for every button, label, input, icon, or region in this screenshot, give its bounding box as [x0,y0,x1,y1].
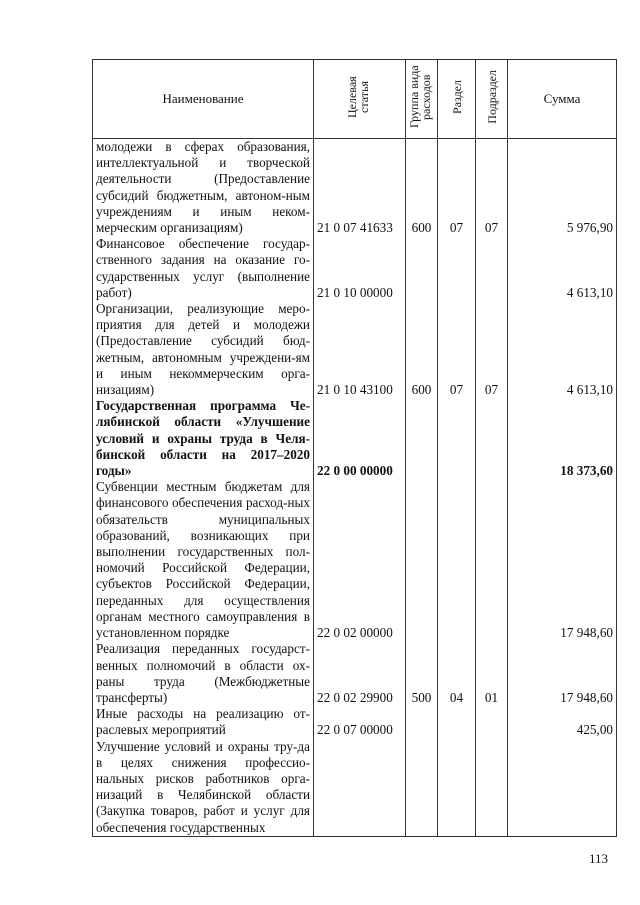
table-row [93,301,617,398]
header-sum: Сумма [508,60,617,139]
page-number: 113 [588,851,608,866]
row-expense-group [406,739,438,837]
row-expense-group: 500 [406,641,438,706]
row-name: Субвенции местным бюджетам для финансового обеспечения расход-ных обязательств муниципальных образований, возникающих при выполнении государственных пол-номочий Российской Федерации, субъектов Российской Федерации, переданных для осуществления органам местного самоуправления в установленном порядке [93,479,314,641]
header-subsection: Подраздел [476,60,508,139]
row-subsection [476,479,508,641]
row-target-article: 21 0 10 43100 [314,301,406,398]
table-row [93,739,617,837]
table-row [93,706,617,738]
row-sum: 4 613,10 [508,236,617,301]
row-target-article: 21 0 07 41633 [314,139,406,237]
row-expense-group [406,398,438,479]
row-sum: 425,00 [508,706,617,738]
row-expense-group: 600 [406,301,438,398]
row-subsection: 01 [476,641,508,706]
table-row [93,479,617,641]
header-name: Наименование [93,60,314,139]
row-name: Финансовое обеспечение государ-ственного задания на оказание го-сударственных услуг (выполнение работ) [93,236,314,301]
budget-table [92,59,617,837]
row-name: Иные расходы на реализацию от-раслевых мероприятий [93,706,314,738]
row-name: Улучшение условий и охраны тру-да в целях снижения профессио-нальных рисков работников орга-низаций в Челябинской области (Закупка товаров, работ и услуг для обеспечения государственных [93,739,314,837]
row-section [438,739,476,837]
table-row [93,641,617,706]
row-sum [508,739,617,837]
row-subsection [476,739,508,837]
row-expense-group [406,236,438,301]
row-section: 07 [438,301,476,398]
row-section: 04 [438,641,476,706]
row-name: Государственная программа Че-лябинской области «Улучшение условий и охраны труда в Челя-бинской области на 2017–2020 годы» [93,398,314,479]
row-section [438,706,476,738]
row-sum: 17 948,60 [508,479,617,641]
row-name: Реализация переданных государст-венных полномочий в области ох-раны труда (Межбюджетные трансферты) [93,641,314,706]
row-subsection [476,236,508,301]
row-subsection [476,706,508,738]
row-subsection [476,398,508,479]
row-name: Организации, реализующие меро-приятия для детей и молодежи (Предоставление субсидий бюд-жетным, автономным учреждени-ям и иным некоммерческим орга-низациям) [93,301,314,398]
header-target-article: Целевая статья [314,60,406,139]
table-row [93,236,617,301]
row-expense-group [406,706,438,738]
row-subsection: 07 [476,301,508,398]
table-row [93,139,617,237]
table-body [93,139,617,837]
row-name: молодежи в сферах образования, интеллектуальной и творческой деятельности (Предоставление субсидий бюджетным, автоном-ным учреждениям и иным неком-мерческим организациям) [93,139,314,237]
table-header [93,60,617,139]
row-sum: 17 948,60 [508,641,617,706]
row-expense-group: 600 [406,139,438,237]
row-expense-group [406,479,438,641]
row-subsection: 07 [476,139,508,237]
table-row [93,398,617,479]
row-section [438,236,476,301]
row-target-article [314,739,406,837]
row-sum: 4 613,10 [508,301,617,398]
row-target-article: 22 0 00 00000 [314,398,406,479]
row-sum: 5 976,90 [508,139,617,237]
row-section [438,398,476,479]
row-section: 07 [438,139,476,237]
row-sum: 18 373,60 [508,398,617,479]
row-target-article: 22 0 02 29900 [314,641,406,706]
header-section: Раздел [438,60,476,139]
row-section [438,479,476,641]
row-target-article: 21 0 10 00000 [314,236,406,301]
row-target-article: 22 0 07 00000 [314,706,406,738]
row-target-article: 22 0 02 00000 [314,479,406,641]
header-expense-group: Группа вида расходов [406,60,438,139]
